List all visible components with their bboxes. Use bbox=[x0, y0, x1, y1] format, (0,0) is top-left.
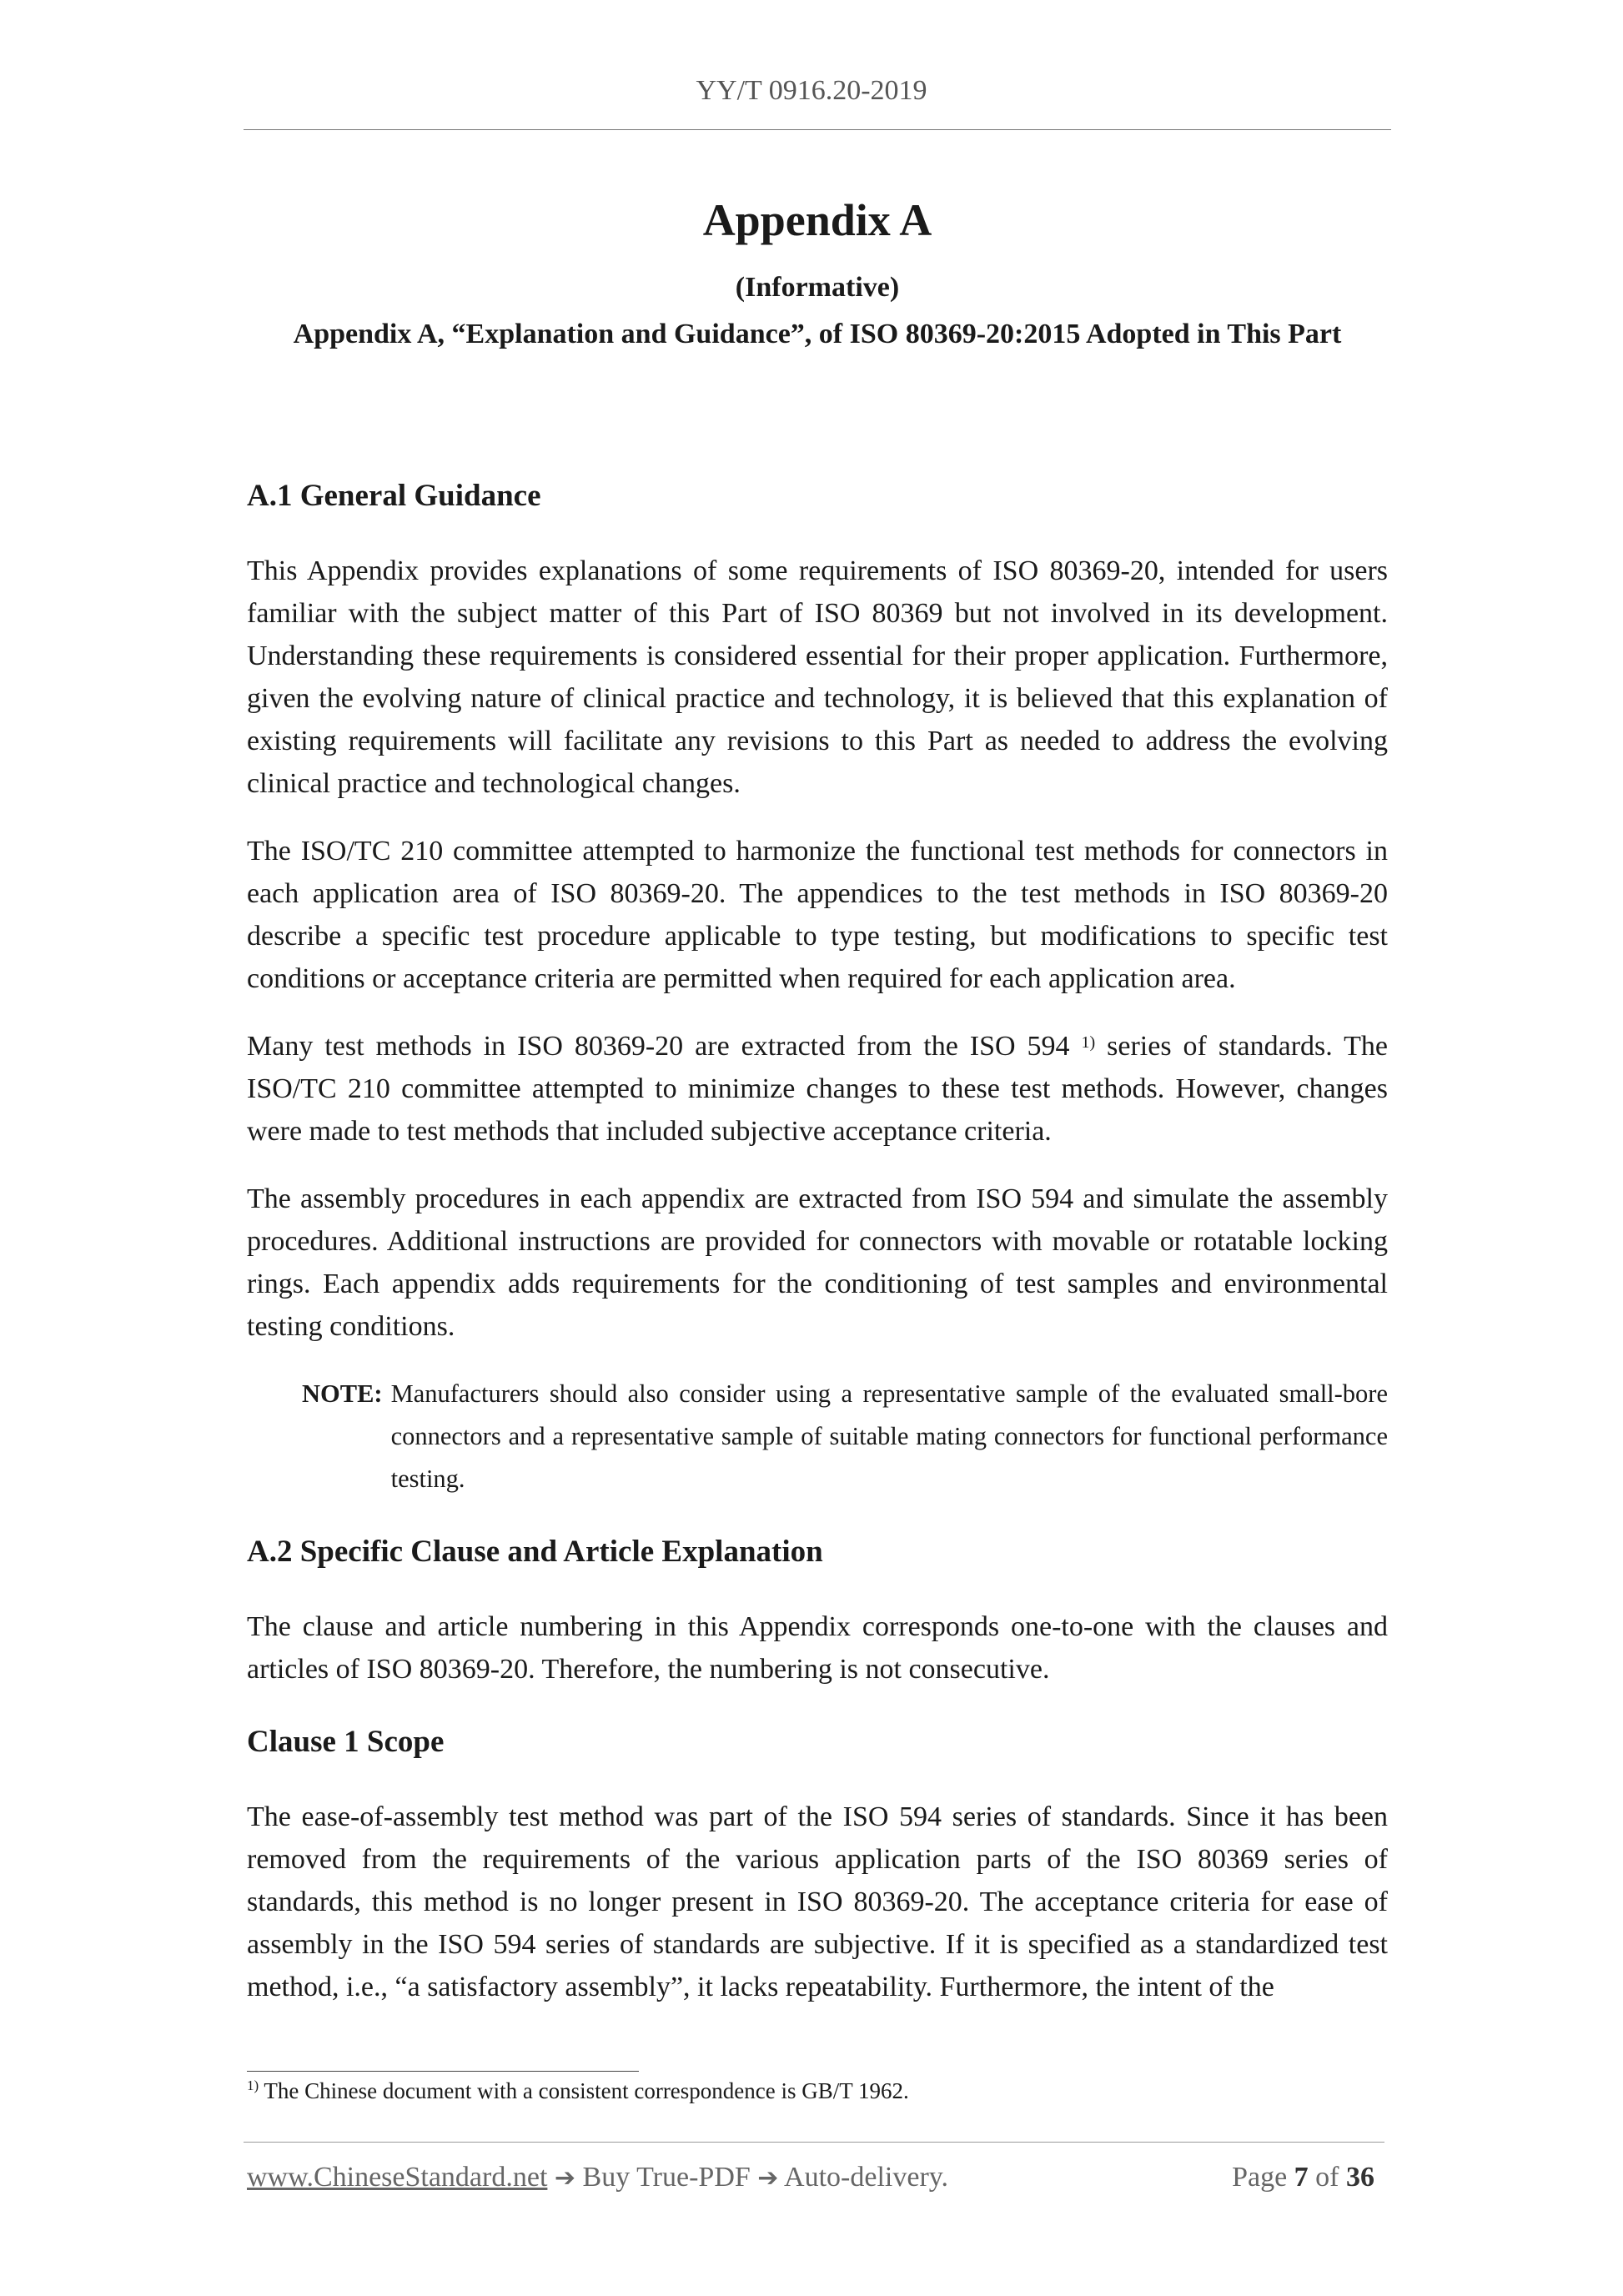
section-heading-clause-1: Clause 1 Scope bbox=[247, 1725, 445, 1760]
clause-1-paragraph-1: The ease-of-assembly test method was part of the ISO 594 series of standards. Since it has been removed from the requirements of the various application parts of the ISO 80369 series of standards, this method is no longer present in ISO 80369-20. The acceptance criteria for ease of assembly in the ISO 594 series of standards are subjective. If it is specified as a standardized test method, i.e., “a satisfactory assembly”, it lacks repeatability. Furthermore, the intent of the bbox=[247, 1801, 1388, 2003]
a1-paragraph-3 bbox=[247, 1025, 1388, 1153]
arrow-right-icon: ➔ bbox=[757, 2163, 779, 2193]
footnote-marker: 1) bbox=[247, 2077, 259, 2093]
a1-paragraph-3-text-start: Many test methods in ISO 80369-20 are extracted from the ISO 594 bbox=[247, 1031, 1082, 1063]
note-text: Manufacturers should also consider using a representative sample of the evaluated small-bore connectors and a representative sample of suitable mating connectors for functional performance testing. bbox=[390, 1379, 1388, 1494]
footnote bbox=[247, 2077, 909, 2106]
a1-paragraph-3-text-end: series of standards. The ISO/TC 210 committee attempted to minimize changes to these test methods. However, changes were made to test methods that included subjective acceptance criteria. bbox=[247, 1031, 1388, 1148]
footnote-divider bbox=[247, 2071, 639, 2072]
footer-divider bbox=[244, 2142, 1384, 2143]
a1-paragraph-2: The ISO/TC 210 committee attempted to harmonize the functional test methods for connectors in each application area of ISO 80369-20. The appendices to the test methods in ISO 80369-20 describe a specific test procedure applicable to type testing, but modifications to specific test conditions or acceptance criteria are permitted when required for each application area. bbox=[247, 836, 1388, 995]
header-divider bbox=[244, 129, 1391, 130]
a1-paragraph-1: This Appendix provides explanations of some requirements of ISO 80369-20, intended for users familiar with the subject matter of this Part of ISO 80369 but not involved in its development. Understanding these requirements is considered essential for their proper application. Furthermore, given the evolving nature of clinical practice and technology, it is believed that this explanation of existing requirements will facilitate any revisions to this Part as needed to address the evolving clinical practice and technological changes. bbox=[247, 555, 1388, 800]
site-link[interactable]: www.ChineseStandard.net bbox=[247, 2162, 548, 2193]
a2-paragraph-1: The clause and article numbering in this Appendix corresponds one-to-one with the clauses and articles of ISO 80369-20. Therefore, the numbering is not consecutive. bbox=[247, 1611, 1388, 1686]
appendix-type: (Informative) bbox=[735, 271, 900, 303]
note-block bbox=[302, 1373, 1388, 1500]
arrow-right-icon: ➔ bbox=[554, 2163, 576, 2193]
page-total: 36 bbox=[1346, 2162, 1374, 2193]
footer-promo bbox=[247, 2162, 948, 2193]
footer-buy-text: Buy True-PDF bbox=[575, 2162, 758, 2193]
page-number bbox=[1232, 2162, 1374, 2193]
page-of-label: of bbox=[1315, 2162, 1339, 2193]
section-heading-a2: A.2 Specific Clause and Article Explanation bbox=[247, 1535, 823, 1570]
page-content bbox=[247, 193, 1388, 2008]
appendix-title: Appendix A bbox=[702, 195, 932, 245]
note-label: NOTE: bbox=[302, 1379, 383, 1409]
footnote-text: The Chinese document with a consistent correspondence is GB/T 1962. bbox=[259, 2078, 909, 2103]
footer-delivery-text: Auto-delivery. bbox=[778, 2162, 949, 2193]
footnote-reference: 1) bbox=[1081, 1033, 1096, 1053]
a1-paragraph-4: The assembly procedures in each appendix are extracted from ISO 594 and simulate the assembly procedures. Additional instructions are provided for connectors with movable or rotatable locking rings. Each appendix adds requirements for the conditioning of test samples and environmental testing conditions. bbox=[247, 1183, 1388, 1343]
page-current: 7 bbox=[1294, 2162, 1309, 2193]
document-code-header: YY/T 0916.20-2019 bbox=[696, 75, 927, 106]
appendix-subtitle: Appendix A, “Explanation and Guidance”, of ISO 80369-20:2015 Adopted in This Part bbox=[293, 318, 1342, 349]
page-label: Page bbox=[1232, 2162, 1288, 2193]
section-heading-a1: A.1 General Guidance bbox=[247, 479, 541, 514]
